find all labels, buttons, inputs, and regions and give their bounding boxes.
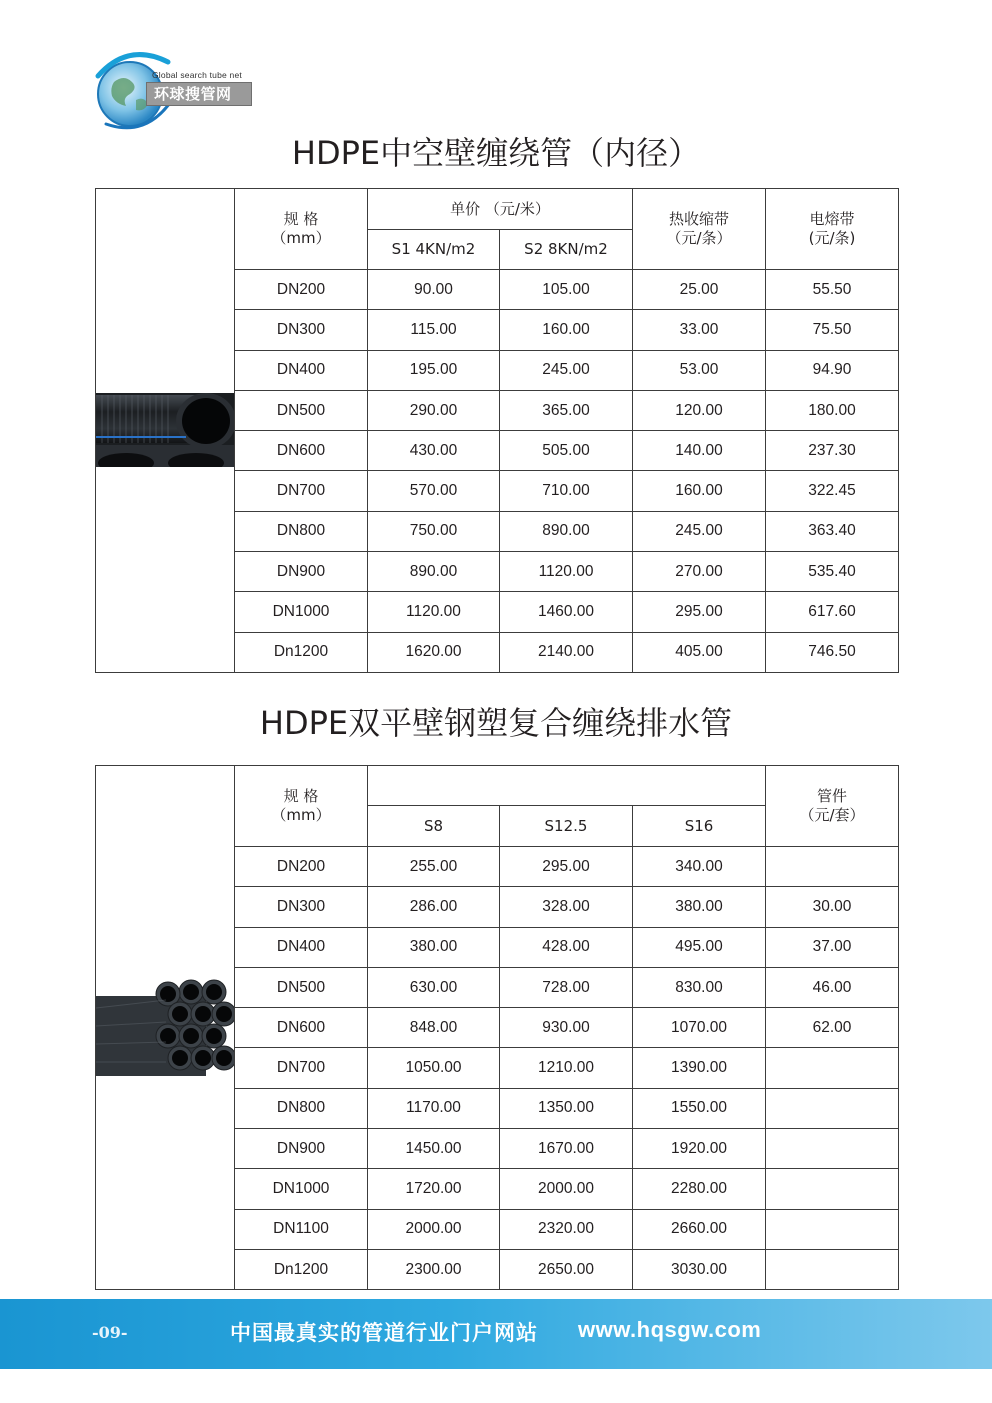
price-cell: 1070.00 [633, 1008, 766, 1048]
s16-header: S16 [633, 806, 766, 847]
table1-title: HDPE中空壁缠绕管（内径） [291, 134, 701, 172]
price-cell: 890.00 [500, 511, 633, 551]
price-cell: 848.00 [368, 1008, 500, 1048]
price-cell: 55.50 [766, 270, 899, 310]
price-cell: 1620.00 [368, 632, 500, 672]
spec-cell: DN600 [235, 1008, 368, 1048]
price-cell: 160.00 [633, 471, 766, 511]
price-cell: 25.00 [633, 270, 766, 310]
price-cell: 830.00 [633, 967, 766, 1007]
price-cell [766, 1129, 899, 1169]
price-cell: 1550.00 [633, 1088, 766, 1128]
price-cell: 75.50 [766, 310, 899, 350]
price-cell: 1390.00 [633, 1048, 766, 1088]
product-image-cell [96, 766, 235, 1290]
price-cell: 430.00 [368, 431, 500, 471]
price-cell: 270.00 [633, 552, 766, 592]
price-cell: 363.40 [766, 511, 899, 551]
pipe-bundle-image [96, 978, 234, 1078]
logo-tagline: Global search tube net [152, 70, 242, 80]
table2-title: HDPE双平壁钢塑复合缠绕排水管 [259, 704, 733, 742]
price-cell: 195.00 [368, 350, 500, 390]
s2-header: S2 8KN/m2 [500, 230, 633, 270]
price-table-double-wall [95, 765, 899, 1290]
site-logo [92, 46, 272, 130]
spec-cell: DN300 [235, 310, 368, 350]
price-cell: 1170.00 [368, 1088, 500, 1128]
spec-cell: DN900 [235, 552, 368, 592]
logo-name: 环球搜管网 [146, 82, 252, 106]
spec-header: 规 格 （mm） [235, 766, 368, 847]
page-number: -09- [92, 1323, 128, 1342]
price-cell: 328.00 [500, 887, 633, 927]
price-cell: 1920.00 [633, 1129, 766, 1169]
spec-cell: DN500 [235, 390, 368, 430]
hollow-wall-pipe-image [96, 393, 234, 467]
s12-header: S12.5 [500, 806, 633, 847]
price-cell: 322.45 [766, 471, 899, 511]
price-cell: 295.00 [500, 847, 633, 887]
spec-cell: DN200 [235, 270, 368, 310]
price-cell: 1720.00 [368, 1169, 500, 1209]
electrofusion-header: 电熔带 (元/条) [766, 189, 899, 270]
price-cell: 380.00 [633, 887, 766, 927]
spec-cell: DN400 [235, 927, 368, 967]
price-cell: 295.00 [633, 592, 766, 632]
spec-cell: DN1000 [235, 1169, 368, 1209]
price-cell: 2650.00 [500, 1249, 633, 1289]
price-cell: 405.00 [633, 632, 766, 672]
price-cell: 535.40 [766, 552, 899, 592]
price-cell: 33.00 [633, 310, 766, 350]
spec-cell: Dn1200 [235, 632, 368, 672]
price-cell: 62.00 [766, 1008, 899, 1048]
stiffness-group-header [368, 766, 766, 806]
spec-cell: DN300 [235, 887, 368, 927]
price-cell: 290.00 [368, 390, 500, 430]
price-cell: 120.00 [633, 390, 766, 430]
price-cell: 1450.00 [368, 1129, 500, 1169]
s1-header: S1 4KN/m2 [368, 230, 500, 270]
price-cell: 2000.00 [500, 1169, 633, 1209]
price-cell: 365.00 [500, 390, 633, 430]
spec-cell: DN400 [235, 350, 368, 390]
spec-cell: DN600 [235, 431, 368, 471]
price-cell: 37.00 [766, 927, 899, 967]
spec-cell: DN800 [235, 1088, 368, 1128]
price-cell: 53.00 [633, 350, 766, 390]
price-cell: 46.00 [766, 967, 899, 1007]
price-cell: 180.00 [766, 390, 899, 430]
price-cell: 30.00 [766, 887, 899, 927]
price-cell: 1120.00 [368, 592, 500, 632]
price-cell [766, 1088, 899, 1128]
spec-header: 规 格 （mm） [235, 189, 368, 270]
price-cell: 2140.00 [500, 632, 633, 672]
spec-cell: DN700 [235, 1048, 368, 1088]
spec-cell: DN800 [235, 511, 368, 551]
price-cell: 255.00 [368, 847, 500, 887]
price-cell: 1670.00 [500, 1129, 633, 1169]
price-cell: 245.00 [633, 511, 766, 551]
price-cell: 710.00 [500, 471, 633, 511]
price-cell: 570.00 [368, 471, 500, 511]
price-cell: 495.00 [633, 927, 766, 967]
price-cell: 2000.00 [368, 1209, 500, 1249]
price-cell: 2320.00 [500, 1209, 633, 1249]
price-cell: 160.00 [500, 310, 633, 350]
price-cell: 617.60 [766, 592, 899, 632]
price-cell [766, 1169, 899, 1209]
price-cell: 746.50 [766, 632, 899, 672]
price-cell: 90.00 [368, 270, 500, 310]
price-cell: 2660.00 [633, 1209, 766, 1249]
price-cell [766, 1048, 899, 1088]
price-cell: 105.00 [500, 270, 633, 310]
price-cell [766, 1209, 899, 1249]
price-cell: 2300.00 [368, 1249, 500, 1289]
s8-header: S8 [368, 806, 500, 847]
fitting-header: 管件 （元/套） [766, 766, 899, 847]
price-cell: 505.00 [500, 431, 633, 471]
price-cell: 728.00 [500, 967, 633, 1007]
price-cell: 380.00 [368, 927, 500, 967]
product-image-cell [96, 189, 235, 673]
price-cell: 890.00 [368, 552, 500, 592]
unit-price-header: 单价 （元/米） [368, 189, 633, 230]
price-cell: 140.00 [633, 431, 766, 471]
price-cell: 1210.00 [500, 1048, 633, 1088]
price-cell: 630.00 [368, 967, 500, 1007]
price-cell: 930.00 [500, 1008, 633, 1048]
price-cell: 245.00 [500, 350, 633, 390]
price-cell [766, 1249, 899, 1289]
price-cell: 2280.00 [633, 1169, 766, 1209]
price-table-hollow-wall [95, 188, 899, 673]
price-cell: 340.00 [633, 847, 766, 887]
spec-cell: DN1000 [235, 592, 368, 632]
price-cell: 750.00 [368, 511, 500, 551]
spec-cell: Dn1200 [235, 1249, 368, 1289]
spec-cell: DN500 [235, 967, 368, 1007]
footer-slogan: 中国最真实的管道行业门户网站 [230, 1321, 538, 1345]
price-cell [766, 847, 899, 887]
spec-cell: DN1100 [235, 1209, 368, 1249]
spec-cell: DN900 [235, 1129, 368, 1169]
spec-cell: DN700 [235, 471, 368, 511]
spec-cell: DN200 [235, 847, 368, 887]
footer-website-link[interactable]: www.hqsgw.com [578, 1317, 762, 1342]
heat-shrink-header: 热收缩带 （元/条） [633, 189, 766, 270]
price-cell: 1050.00 [368, 1048, 500, 1088]
price-cell: 115.00 [368, 310, 500, 350]
price-cell: 286.00 [368, 887, 500, 927]
price-cell: 3030.00 [633, 1249, 766, 1289]
price-cell: 1120.00 [500, 552, 633, 592]
price-cell: 428.00 [500, 927, 633, 967]
price-cell: 1460.00 [500, 592, 633, 632]
footer-banner [0, 1299, 992, 1369]
price-cell: 237.30 [766, 431, 899, 471]
price-cell: 1350.00 [500, 1088, 633, 1128]
price-cell: 94.90 [766, 350, 899, 390]
